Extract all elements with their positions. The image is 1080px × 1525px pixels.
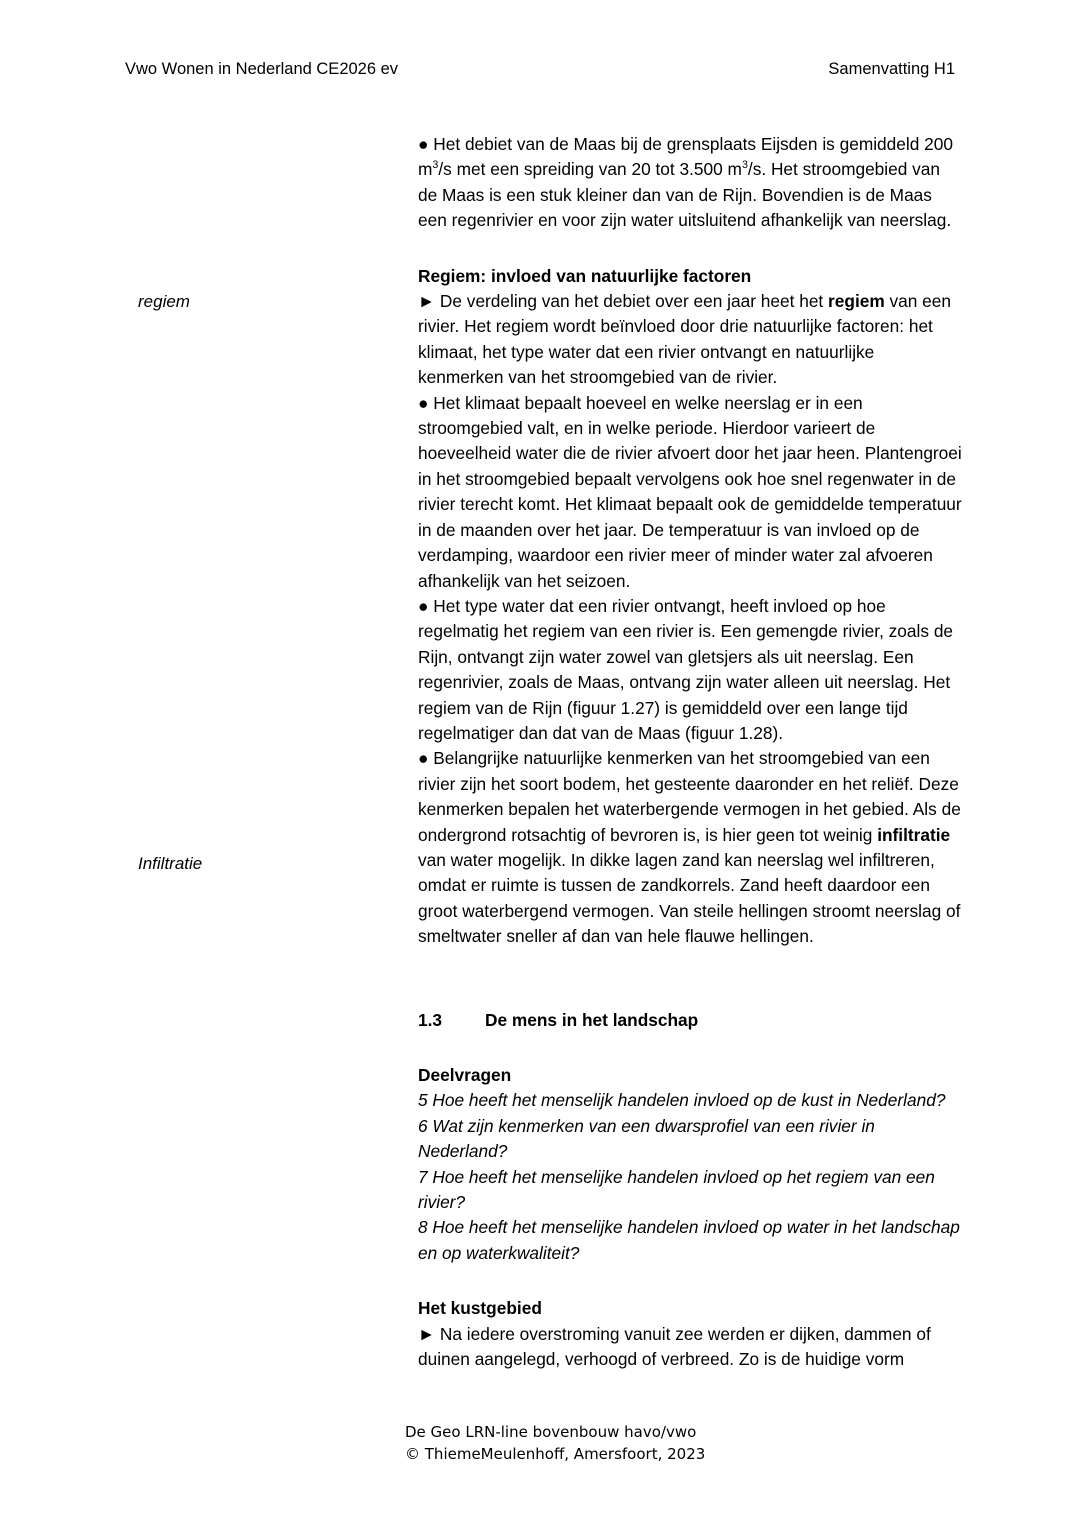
deelvraag-item: 8 Hoe heeft het menselijke handelen invloed op water in het landschap en op waterkwaliteit? [418,1217,960,1263]
page-header [125,60,955,80]
kenmerken-before: Belangrijke natuurlijke kenmerken van het stroomgebied van een rivier zijn het soort bodem, het gesteente daaronder en het reliëf. Deze kenmerken bepalen het waterbergende vermogen in het gebied. Als de ondergrond rotsachtig of bevroren is, is hier geen tot weinig [418,748,961,845]
paragraph-regiem-intro-block [0,289,1080,391]
section-title: De mens in het landschap [485,1009,699,1030]
bullet-marker-icon: ● [418,134,434,154]
deelvragen-block [0,1063,1080,1266]
bullet-debiet-maas [418,132,963,234]
section-number: 1.3 [418,1009,443,1030]
debiet-text-part1: Het debiet van de Maas bij de grensplaats Eijsden is gemiddeld 200 m [418,134,953,180]
paragraph-debiet-maas [0,132,1080,234]
heading-kustgebied: Het kustgebied [418,1298,542,1319]
footer-line-source: De Geo LRN-line bovenbouw havo/vwo [405,1423,697,1441]
klimaat-text: Het klimaat bepaalt hoeveel en welke neerslag er in een stroomgebied valt, en in welke periode. Hierdoor varieert de hoeveelheid water die de rivier afvoert door het jaar heen. Plantengroei in het stroomgebied bepaalt vervolgens ook hoe snel regenwater in de rivier terecht komt. Het klimaat bepaalt ook de gemiddelde temperatuur in de maanden over het jaar. De temperatuur is van invloed op de verdamping, waardoor een rivier meer of minder water zal afvoeren afhankelijk van het seizoen. [418,392,962,591]
superscript-cubic-1: 3 [432,159,439,172]
debiet-text-part2: /s met een spreiding van 20 tot 3.500 m [438,159,742,180]
triangle-marker-icon: ► [418,1323,440,1344]
heading-deelvragen: Deelvragen [418,1065,512,1085]
triangle-marker-icon: ► [418,291,440,312]
footer-line-copyright: © ThiemeMeulenhoff, Amersfoort, 2023 [405,1445,706,1463]
spacer [0,1266,1080,1296]
spacer [0,234,1080,264]
kenmerken-after: van water mogelijk. In dikke lagen zand kan neerslag wel infiltreren, omdat er ruimte is tussen de zandkorrels. Zand heeft daardoor een groot waterbergend vermogen. Van steile hellingen stroomt neerslag of smeltwater sneller af dan van hele flauwe hellingen. [418,849,961,947]
regiem-intro-before: De verdeling van het debiet over een jaar heet het [439,291,829,312]
section-heading-block [0,1008,1080,1033]
paragraph-klimaat-block [0,391,1080,594]
document-body [0,132,1080,1372]
spacer [0,950,1080,1008]
deelvraag-item: 5 Hoe heeft het menselijk handelen invloed op de kust in Nederland? [418,1090,946,1111]
page-footer [405,1421,965,1465]
bullet-marker-icon: ● [418,392,434,413]
deelvraag-item: 7 Hoe heeft het menselijke handelen invloed op het regiem van een rivier? [418,1166,935,1213]
bullet-typewater [418,594,963,746]
typewater-text: Het type water dat een rivier ontvangt, heeft invloed op hoe regelmatig het regiem van een rivier is. Een gemengde rivier, zoals de Rijn, ontvangt zijn water zowel van gletsjers als uit neerslag. Een regenrivier, zoals de Maas, ontvang zijn water alleen uit neerslag. Het regiem van de Rijn (figuur 1.27) is gemiddeld over een lange tijd regelmatiger dan dat van de Maas (figuur 1.28). [418,595,954,743]
infiltratie-keyword-bold: infiltratie [877,824,951,845]
bullet-klimaat [418,391,963,594]
spacer [0,1033,1080,1063]
paragraph-regiem-intro [418,289,963,391]
debiet-text-part3: /s. Het stroomgebied van de Maas is een stuk kleiner dan van de Rijn. Bovendien is de Maas een regenrivier en voor zijn water uitsluitend afhankelijk van neerslag. [418,159,952,231]
header-left-text: Vwo Wonen in Nederland CE2026 ev [125,60,399,78]
heading-regiem-block [0,264,1080,289]
superscript-cubic-2: 3 [741,159,748,172]
bullet-kenmerken [418,746,963,949]
paragraph-typewater-block [0,594,1080,746]
kustgebied-block [0,1296,1080,1372]
paragraph-kenmerken-block [0,746,1080,949]
kustgebied-intro-text: Na iedere overstroming vanuit zee werden er dijken, dammen of duinen aangelegd, verhoogd of verbreed. Zo is de huidige vorm [418,1323,931,1370]
header-right-text: Samenvatting H1 [828,60,955,78]
bullet-marker-icon: ● [418,748,434,769]
margin-note-infiltratie: Infiltratie [138,854,203,874]
deelvraag-item: 6 Wat zijn kenmerken van een dwarsprofiel van een rivier in Nederland? [418,1115,875,1162]
bullet-marker-icon: ● [418,595,434,616]
heading-regiem: Regiem: invloed van natuurlijke factoren [418,265,752,286]
regiem-intro-after: van een rivier. Het regiem wordt beïnvloed door drie natuurlijke factoren: het klimaat, het type water dat een rivier ontvangt en natuurlijke kenmerken van het stroomgebied van de rivier. [418,291,952,388]
regiem-keyword-bold: regiem [828,291,885,312]
paragraph-kustgebied-intro [418,1322,963,1373]
margin-note-regiem: regiem [138,292,190,312]
section-heading-1-3 [418,1008,963,1033]
